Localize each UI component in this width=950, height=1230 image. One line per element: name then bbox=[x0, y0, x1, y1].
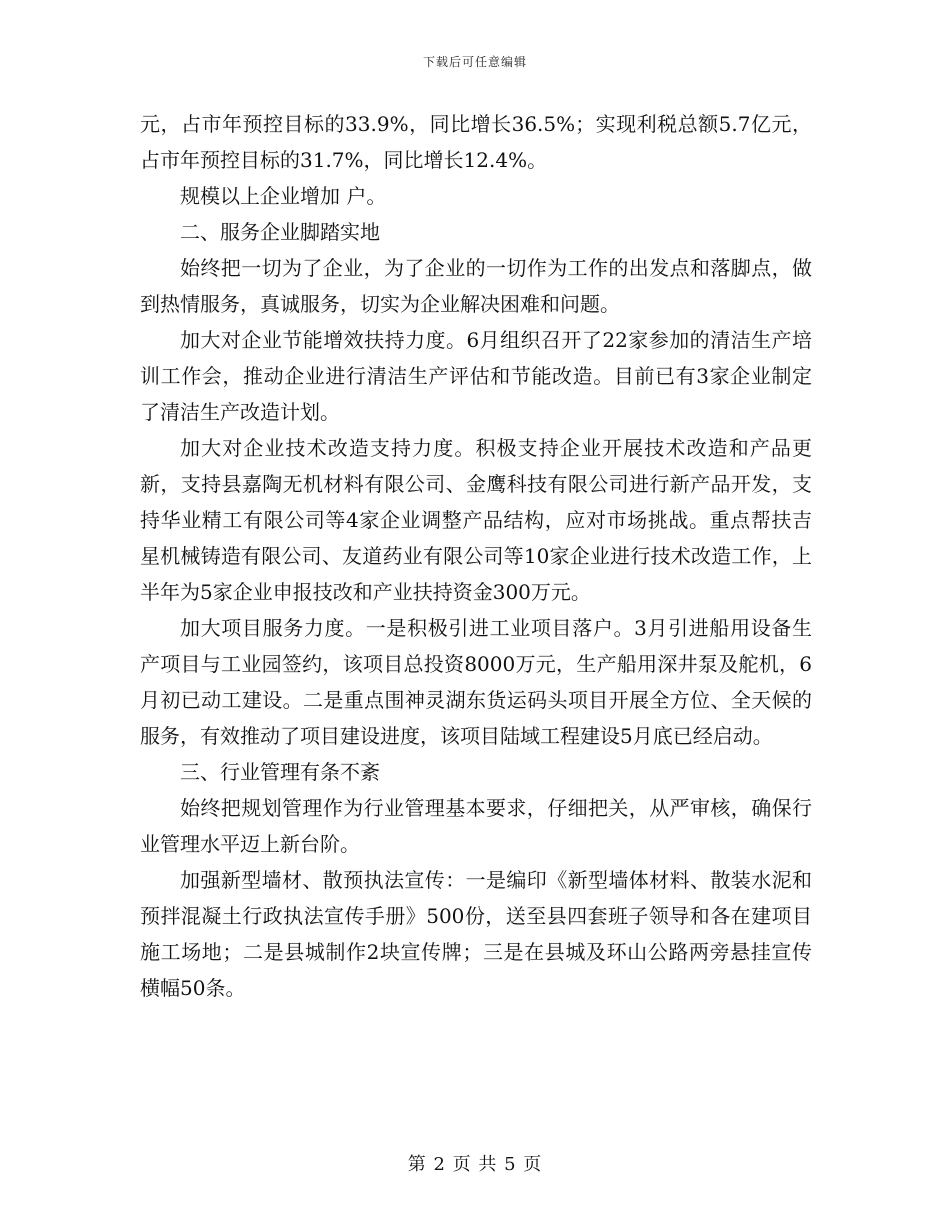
document-body bbox=[140, 106, 812, 1006]
paragraph: 加强新型墙材、散预执法宣传：一是编印《新型墙体材料、散装水泥和预拌混凝土行政执法宣传手册》500份，送至县四套班子领导和各在建项目施工场地；二是县城制作2块宣传牌；三是在县城及环山公路两旁悬挂宣传横幅50条。 bbox=[140, 868, 812, 1000]
section-heading: 三、行业管理有条不紊 bbox=[180, 760, 380, 784]
page-header-note: 下载后可任意编辑 bbox=[422, 55, 527, 69]
paragraph: 始终把一切为了企业，为了企业的一切作为工作的出发点和落脚点，做到热情服务，真诚服务，切实为企业解决困难和问题。 bbox=[140, 256, 812, 316]
paragraph: 始终把规划管理作为行业管理基本要求，仔细把关，从严审核，确保行业管理水平迈上新台阶。 bbox=[140, 796, 812, 856]
section-heading: 二、服务企业脚踏实地 bbox=[180, 220, 380, 244]
paragraph: 规模以上企业增加 户。 bbox=[180, 184, 387, 208]
page-number: 第 2 页 共 5 页 bbox=[407, 1154, 543, 1175]
paragraph-continuation: 元，占市年预控目标的33.9%，同比增长36.5%；实现利税总额5.7亿元，占市年预控目标的31.7%，同比增长12.4%。 bbox=[140, 112, 812, 172]
paragraph: 加大对企业节能增效扶持力度。6月组织召开了22家参加的清洁生产培训工作会，推动企业进行清洁生产评估和节能改造。目前已有3家企业制定了清洁生产改造计划。 bbox=[140, 328, 812, 424]
paragraph: 加大对企业技术改造支持力度。积极支持企业开展技术改造和产品更新，支持县嘉陶无机材料有限公司、金鹰科技有限公司进行新产品开发，支持华业精工有限公司等4家企业调整产品结构，应对市场挑战。重点帮扶吉星机械铸造有限公司、友道药业有限公司等10家企业进行技术改造工作，上半年为5家企业申报技改和产业扶持资金300万元。 bbox=[140, 436, 812, 604]
paragraph: 加大项目服务力度。一是积极引进工业项目落户。3月引进船用设备生产项目与工业园签约，该项目总投资8000万元，生产船用深井泵及舵机，6月初已动工建设。二是重点围神灵湖东货运码头项目开展全方位、全天候的服务，有效推动了项目建设进度，该项目陆域工程建设5月底已经启动。 bbox=[140, 616, 812, 748]
